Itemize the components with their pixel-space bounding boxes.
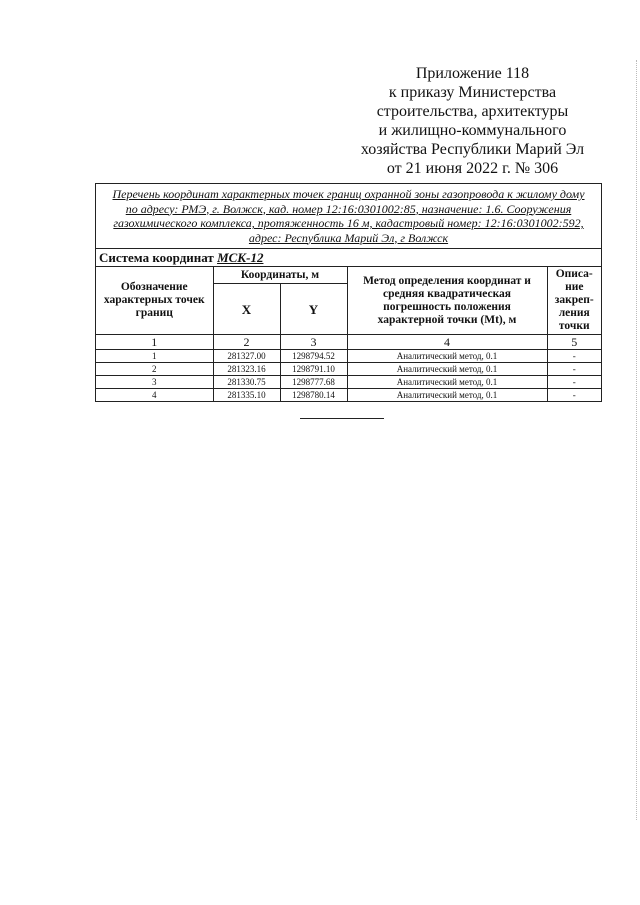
cell-point: 2 <box>96 363 213 376</box>
cell-y: 1298780.14 <box>280 389 347 402</box>
title-line: по адресу: РМЭ, г. Волжск, кад. номер 12:16:0301002:85, назначение: 1.6. Сооружения <box>125 201 572 216</box>
column-numbers-row <box>96 335 601 350</box>
cell-description: - <box>547 376 601 389</box>
header-coordinates: Координаты, м <box>213 267 347 284</box>
cell-y: 1298791.10 <box>280 363 347 376</box>
cell-description: - <box>547 363 601 376</box>
title-line: Перечень координат характерных точек границ охранной зоны газопровода к жилому дому <box>112 187 585 201</box>
cell-y: 1298794.52 <box>280 350 347 363</box>
coordinate-system <box>96 249 601 267</box>
cell-x: 281323.16 <box>213 363 280 376</box>
cell-point: 1 <box>96 350 213 363</box>
coordinates-table <box>96 267 601 401</box>
header-x: X <box>213 284 280 335</box>
header-line: от 21 июня 2022 г. № 306 <box>386 160 559 177</box>
header-description: Описа-ние закреп-ления точки <box>547 267 601 335</box>
scan-edge-line <box>636 60 638 820</box>
title-line: газохимического комплекса, протяженность 16 м, кадастровый номер: 12:16:0301002:592, <box>113 216 584 230</box>
header-point: Обозначение характерных точек границ <box>96 267 213 335</box>
cell-point: 3 <box>96 376 213 389</box>
column-number: 2 <box>213 335 280 350</box>
coordinate-system-label: Система координат <box>99 250 218 265</box>
table-row <box>96 363 601 376</box>
header-method: Метод определения координат и средняя квадратическая погрешность положения характерной точки (Mt), м <box>347 267 547 335</box>
column-number: 3 <box>280 335 347 350</box>
coordinates-document <box>95 183 602 402</box>
signature-line <box>300 418 384 419</box>
column-number: 5 <box>547 335 601 350</box>
header-line: и жилищно-коммунального <box>378 122 567 139</box>
header-line: хозяйства Республики Марий Эл <box>360 141 585 158</box>
column-number: 1 <box>96 335 213 350</box>
header-line: Приложение 118 <box>415 65 530 82</box>
cell-point: 4 <box>96 389 213 402</box>
header-line: к приказу Министерства <box>388 84 557 101</box>
cell-method: Аналитический метод, 0.1 <box>347 376 547 389</box>
header-y: Y <box>280 284 347 335</box>
cell-method: Аналитический метод, 0.1 <box>347 389 547 402</box>
cell-description: - <box>547 389 601 402</box>
table-row <box>96 376 601 389</box>
cell-method: Аналитический метод, 0.1 <box>347 363 547 376</box>
cell-x: 281335.10 <box>213 389 280 402</box>
table-row <box>96 350 601 363</box>
document-title <box>96 184 601 249</box>
cell-x: 281327.00 <box>213 350 280 363</box>
cell-y: 1298777.68 <box>280 376 347 389</box>
cell-method: Аналитический метод, 0.1 <box>347 350 547 363</box>
cell-description: - <box>547 350 601 363</box>
cell-x: 281330.75 <box>213 376 280 389</box>
appendix-header <box>340 64 605 178</box>
column-number: 4 <box>347 335 547 350</box>
title-line: адрес: Республика Марий Эл, г Волжск <box>248 230 449 245</box>
coordinate-system-name: МСК-12 <box>217 250 264 265</box>
table-row <box>96 389 601 402</box>
header-line: строительства, архитектуры <box>376 103 569 120</box>
